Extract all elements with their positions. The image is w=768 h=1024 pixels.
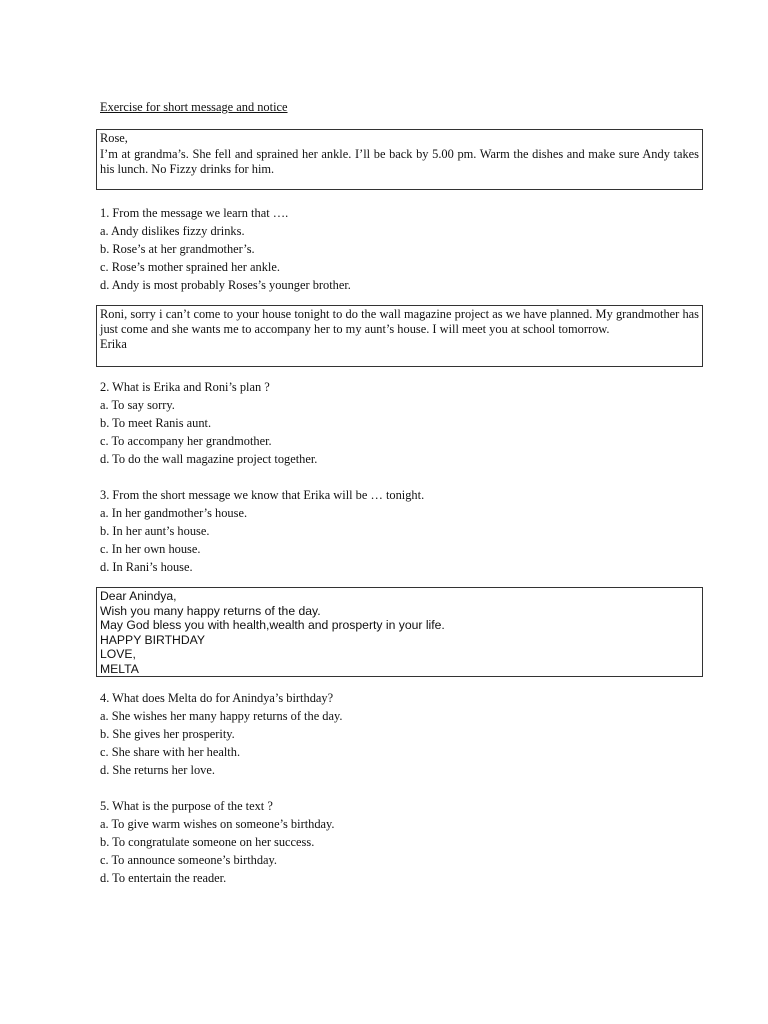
message-salutation: Dear Anindya, bbox=[100, 589, 177, 603]
option-d: d. To do the wall magazine project together. bbox=[100, 452, 318, 466]
message-box-3 bbox=[96, 587, 703, 677]
question-stem: 2. What is Erika and Roni’s plan ? bbox=[100, 380, 270, 394]
page-title: Exercise for short message and notice bbox=[100, 100, 288, 114]
message-body: Roni, sorry i can’t come to your house tonight to do the wall magazine project as we have planned. My grandmother has just come and she wants me to accompany her to my aunt’s house. I will meet you at school tomorrow. bbox=[100, 307, 699, 336]
option-d: d. She returns her love. bbox=[100, 763, 215, 777]
question-stem: 4. What does Melta do for Anindya’s birthday? bbox=[100, 691, 334, 705]
question-4 bbox=[100, 689, 342, 779]
message-closing: LOVE, bbox=[100, 647, 136, 662]
question-stem: 5. What is the purpose of the text ? bbox=[100, 799, 273, 813]
message-salutation: Rose, bbox=[100, 131, 128, 145]
message-signature: MELTA bbox=[100, 661, 139, 676]
question-stem: 3. From the short message we know that Erika will be … tonight. bbox=[100, 488, 425, 502]
message-box-1 bbox=[96, 129, 703, 190]
message-signature: Erika bbox=[100, 336, 127, 351]
option-d: d. In Rani’s house. bbox=[100, 560, 193, 574]
option-b: b. Rose’s at her grandmother’s. bbox=[100, 242, 255, 256]
option-b: b. In her aunt’s house. bbox=[100, 524, 210, 538]
option-d: d. To entertain the reader. bbox=[100, 871, 227, 885]
option-a: a. To give warm wishes on someone’s birthday. bbox=[100, 817, 335, 831]
question-3 bbox=[100, 486, 424, 576]
option-a: a. Andy dislikes fizzy drinks. bbox=[100, 224, 245, 238]
option-c: c. In her own house. bbox=[100, 542, 201, 556]
message-box-2 bbox=[96, 305, 703, 367]
option-c: c. She share with her health. bbox=[100, 745, 241, 759]
option-c: c. Rose’s mother sprained her ankle. bbox=[100, 260, 280, 274]
option-a: a. In her gandmother’s house. bbox=[100, 506, 248, 520]
question-stem: 1. From the message we learn that …. bbox=[100, 206, 289, 220]
option-a: a. She wishes her many happy returns of the day. bbox=[100, 709, 343, 723]
option-c: c. To accompany her grandmother. bbox=[100, 434, 272, 448]
question-5 bbox=[100, 797, 335, 887]
option-b: b. To congratulate someone on her success. bbox=[100, 835, 315, 849]
question-2 bbox=[100, 378, 317, 468]
option-a: a. To say sorry. bbox=[100, 398, 175, 412]
message-line: Wish you many happy returns of the day. bbox=[100, 603, 321, 618]
option-c: c. To announce someone’s birthday. bbox=[100, 853, 278, 867]
option-b: b. She gives her prosperity. bbox=[100, 727, 235, 741]
message-body: I’m at grandma’s. She fell and sprained her ankle. I’ll be back by 5.00 pm. Warm the dishes and make sure Andy takes his lunch. No Fizzy drinks for him. bbox=[100, 146, 699, 176]
question-1 bbox=[100, 204, 351, 294]
option-b: b. To meet Ranis aunt. bbox=[100, 416, 212, 430]
option-d: d. Andy is most probably Roses’s younger brother. bbox=[100, 278, 351, 292]
message-line: HAPPY BIRTHDAY bbox=[100, 632, 205, 647]
message-line: May God bless you with health,wealth and prosperty in your life. bbox=[100, 618, 445, 633]
